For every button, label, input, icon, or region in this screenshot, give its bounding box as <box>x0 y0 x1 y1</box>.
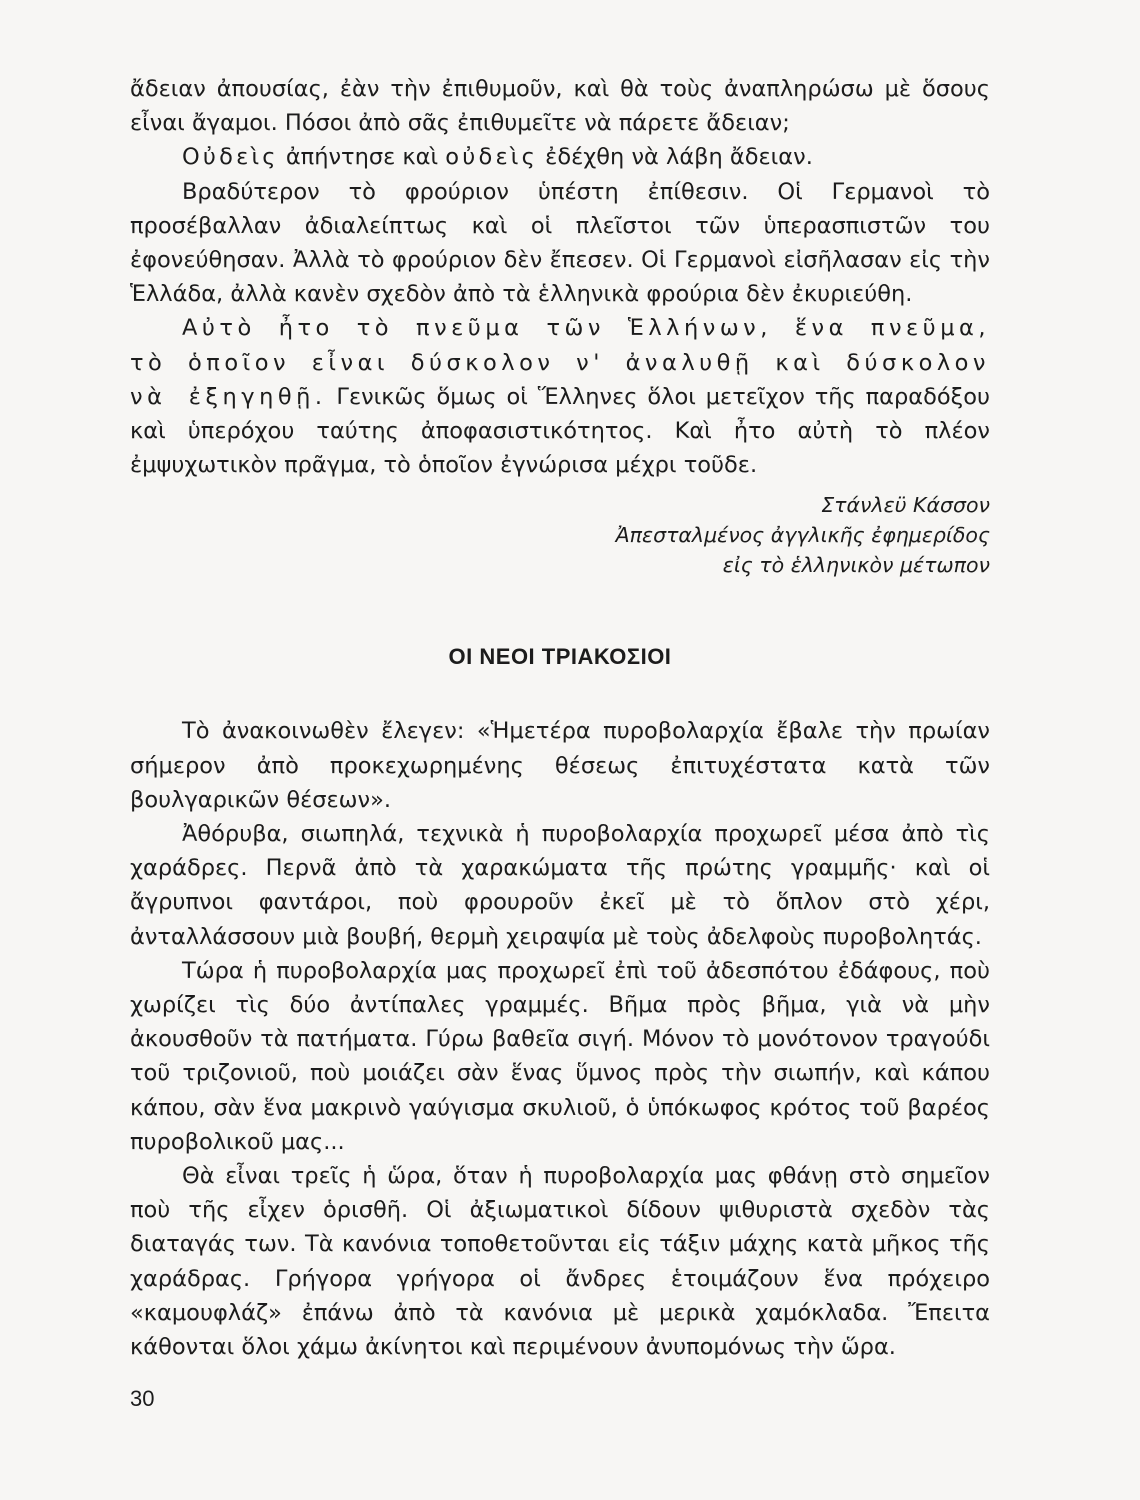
paragraph-no-mans-land: Τώρα ἡ πυροβολαρχία μας προχωρεῖ ἐπὶ τοῦ ἀδεσπότου ἐδάφους, ποὺ χωρίζει τὶς δύο ἀντίπαλες γραμμές. Βῆμα πρὸς βῆμα, γιὰ νὰ μὴν ἀκουσθοῦν τὰ πατήματα. Γύρω βαθεῖα σιγή. Μόνον τὸ μονότονον τραγούδι τοῦ τριζονιοῦ, ποὺ μοιάζει σὰν ἕνας ὕμνος πρὸς τὴν σιωπήν, καὶ κάπου κάπου, σὰν ἕνα μακρινὸ γαύγισμα σκυλιοῦ, ὁ ὑπόκωφος κρότος τοῦ βαρέος πυροβολικοῦ μας... <box>130 957 990 1155</box>
paragraph-spirit <box>130 311 990 482</box>
signature-role: Ἀπεσταλμένος ἀγγλικῆς ἐφημερίδος <box>615 523 990 548</box>
spaced-word: οὐδεὶς <box>445 144 539 171</box>
section-title: ΟΙ ΝΕΟΙ ΤΡΙΑΚΟΣΙΟΙ <box>448 644 672 670</box>
page-number: 30 <box>130 1386 155 1411</box>
spaced-sentence: Αὐτὸ ἦτο τὸ πνεῦμα τῶν Ἑλλήνων, ἕνα πνεῦμα, τὸ ὁποῖον εἶναι δύσκολον ν' ἀναλυθῇ καὶ δύσκολον νὰ ἐξηγηθῇ. <box>130 315 990 410</box>
paragraph-text: ἐδέχθη νὰ λάβη ἄδειαν. <box>538 144 813 171</box>
spaced-word: Οὐδεὶς <box>182 144 279 171</box>
signature-block <box>130 490 990 580</box>
paragraph-fortress: Βραδύτερον τὸ φρούριον ὑπέστη ἐπίθεσιν. Οἱ Γερμανοὶ τὸ προσέβαλλαν ἀδιαλείπτως καὶ οἱ πλεῖστοι τῶν ὑπερασπιστῶν του ἐφονεύθησαν. Ἀλλὰ τὸ φρούριον δὲν ἔπεσεν. Οἱ Γερμανοὶ εἰσῆλασαν εἰς τὴν Ἑλλάδα, ἀλλὰ κανὲν σχεδὸν ἀπὸ τὰ ἑλληνικὰ φρούρια δὲν ἐκυριεύθη. <box>130 178 990 308</box>
signature-location: εἰς τὸ ἑλληνικὸν μέτωπον <box>722 553 990 578</box>
paragraph-nobody <box>130 140 990 174</box>
paragraph-position: Θὰ εἶναι τρεῖς ἡ ὥρα, ὅταν ἡ πυροβολαρχία μας φθάνῃ στὸ σημεῖον ποὺ τῆς εἶχεν ὁρισθῆ. Οἱ ἀξιωματικοὶ δίδουν ψιθυριστὰ σχεδὸν τὰς διαταγάς των. Τὰ κανόνια τοποθετοῦνται εἰς τάξιν μάχης κατὰ μῆκος τῆς χαράδρας. Γρήγορα γρήγορα οἱ ἄνδρες ἑτοιμάζουν ἕνα πρόχειρο «καμουφλάζ» ἐπάνω ἀπὸ τὰ κανόνια μὲ μερικὰ χαμόκλαδα. Ἔπειτα κάθονται ὅλοι χάμω ἀκίνητοι καὶ περιμένουν ἀνυπομόνως τὴν ὥρα. <box>130 1163 990 1361</box>
signature-name: Στάνλεϋ Κάσσον <box>821 493 990 518</box>
paragraph-text: ἀπήντησε καὶ <box>278 144 446 171</box>
paragraph-text: Γενικῶς ὅμως οἱ Ἕλληνες ὅλοι μετεῖχον τῆς παραδόξου καὶ ὑπερόχου ταύτης ἀποφασιστικότητος. Καὶ ἦτο αὐτὴ τὸ πλέον ἐμψυχωτικὸν πρᾶγμα, τὸ ὁποῖον ἐγνώρισα μέχρι τοῦδε. <box>130 383 990 479</box>
paragraph-announcement: Τὸ ἀνακοινωθὲν ἔλεγεν: «Ἡμετέρα πυροβολαρχία ἔβαλε τὴν πρωίαν σήμερον ἀπὸ προκεχωρημένης θέσεως ἐπιτυχέστατα κατὰ τῶν βουλγαρικῶν θέσεων». <box>130 718 990 813</box>
paragraph-leave: ἄδειαν ἀπουσίας, ἐὰν τὴν ἐπιθυμοῦν, καὶ θὰ τοὺς ἀναπληρώσω μὲ ὅσους εἶναι ἄγαμοι. Πόσοι ἀπὸ σᾶς ἐπιθυμεῖτε νὰ πάρετε ἄδειαν; <box>130 76 990 137</box>
page-body <box>130 72 990 1432</box>
paragraph-battery-advance: Ἀθόρυβα, σιωπηλά, τεχνικὰ ἡ πυροβολαρχία προχωρεῖ μέσα ἀπὸ τὶς χαράδρες. Περνᾶ ἀπὸ τὰ χαρακώματα τῆς πρώτης γραμμῆς· καὶ οἱ ἄγρυπνοι φαντάροι, ποὺ φρουροῦν ἐκεῖ μὲ τὸ ὅπλον στὸ χέρι, ἀνταλλάσσουν μιὰ βουβή, θερμὴ χειραψία μὲ τοὺς ἀδελφοὺς πυροβολητάς. <box>130 821 990 950</box>
